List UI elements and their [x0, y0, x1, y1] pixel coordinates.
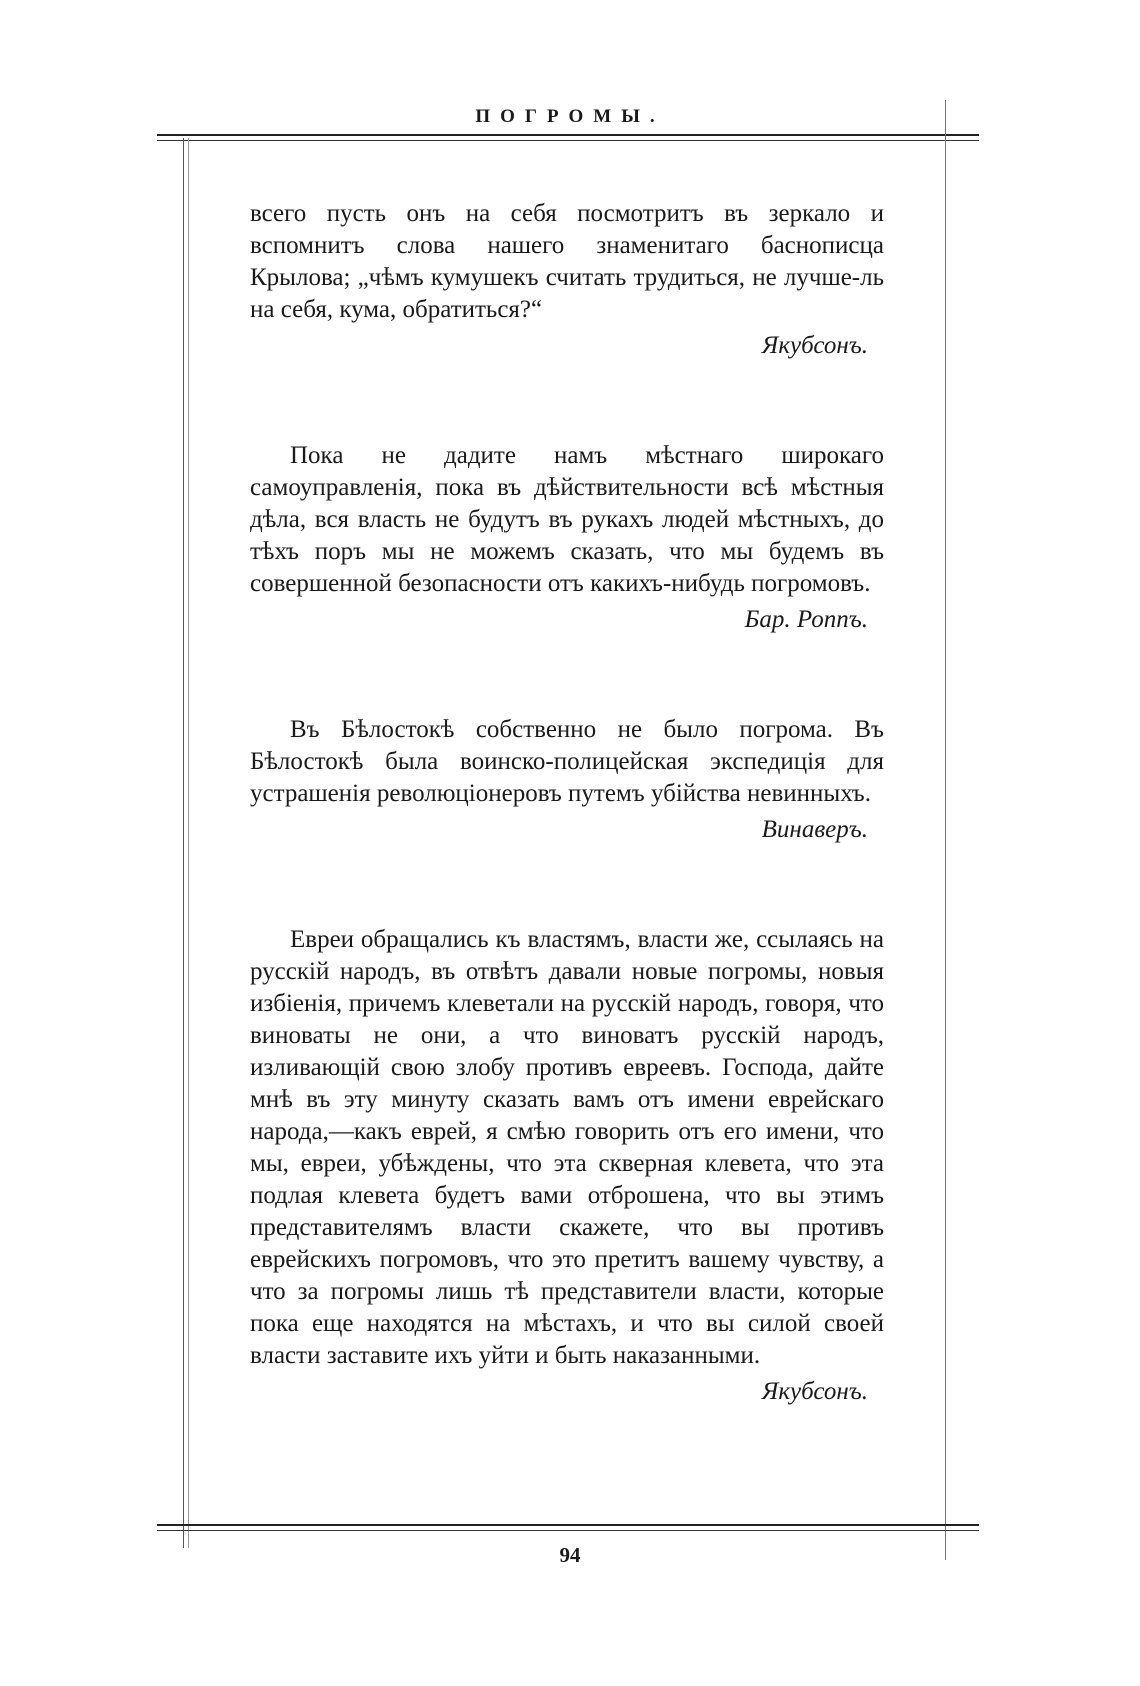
bottom-rule — [157, 1524, 979, 1526]
frame-right-line — [945, 100, 946, 1560]
bottom-rule-thin — [157, 1530, 979, 1531]
top-rule — [157, 134, 979, 136]
running-head: ПОГРОМЫ. — [475, 106, 665, 127]
quote-author: Якубсонъ. — [761, 1378, 868, 1405]
quote-author: Якубсонъ. — [761, 332, 868, 359]
quote-author: Бар. Роппъ. — [744, 606, 868, 633]
quote-block-4 — [250, 924, 884, 1408]
text-body — [250, 198, 884, 1408]
quote-text: Евреи обращались къ властямъ, власти же, ссылаясь на русскій народъ, въ отвѣтъ давали новые погромы, новыя избіенія, причемъ клеветали на русскій народъ, говоря, что виноваты не они, а что виноватъ русскій народъ, изливающій свою злобу противъ евреевъ. Господа, дайте мнѣ въ эту минуту сказать вамъ отъ имени еврейскаго народа,—какъ еврей, я смѣю говорить отъ его имени, что мы, евреи, убѣждены, что эта скверная клевета, что эта подлая клевета будетъ вами отброшена, что вы этимъ представителямъ власти скажете, что вы противъ еврейскихъ погромовъ, что это претитъ вашему чувству, а что за погромы лишь тѣ представители власти, которые пока еще находятся на мѣстахъ, и что вы силой своей власти заставите ихъ уйти и быть наказанными. — [250, 926, 884, 1369]
quote-text: Пока не дадите намъ мѣстнаго широкаго самоуправленія, пока въ дѣйствительности всѣ мѣстныя дѣла, вся власть не будутъ въ рукахъ людей мѣстныхъ, до тѣхъ поръ мы не можемъ сказать, что мы будемъ въ совершенной безопасности отъ какихъ-нибудь погромовъ. — [250, 442, 884, 597]
frame-left-line-inner — [188, 138, 189, 1548]
quote-text: Въ Бѣлостокѣ собственно не было погрома. Въ Бѣлостокѣ была воинско-полицейская экспедиція для устрашенія революціонеровъ путемъ убійства невинныхъ. — [250, 716, 884, 807]
quote-text: всего пусть онъ на себя посмотритъ въ зеркало и вспомнитъ слова нашего знаменитаго баснописца Крылова; „чѣмъ кумушекъ считать трудиться, не лучше-ль на себя, кума, обратиться?“ — [250, 200, 884, 323]
quote-block-2 — [250, 440, 884, 636]
quote-block-1 — [250, 198, 884, 362]
frame-left-line — [183, 138, 184, 1548]
quote-block-3 — [250, 714, 884, 846]
top-rule-thin — [157, 140, 979, 141]
quote-author: Винаверъ. — [761, 816, 868, 843]
page-number: 94 — [559, 1543, 581, 1567]
